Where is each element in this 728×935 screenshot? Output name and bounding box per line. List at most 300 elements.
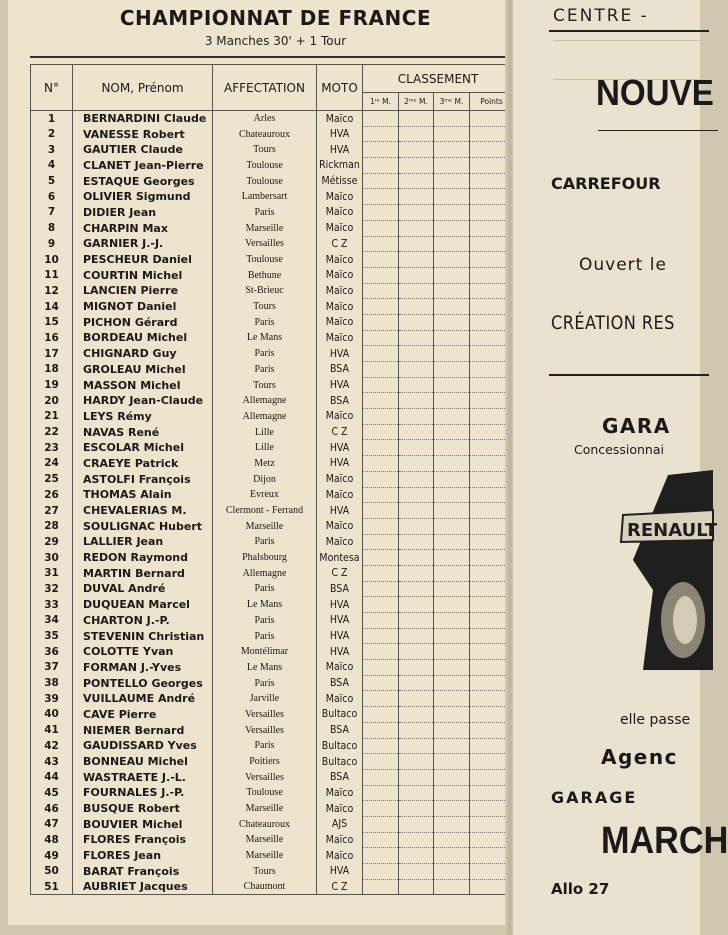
manche-3-cell [434,330,470,346]
table-row [31,126,514,142]
ouvert-text: Ouvert le [579,255,667,275]
manche-2-cell [399,738,434,754]
table-row [31,801,514,817]
rider-affectation: Lambersart [213,189,317,205]
manche-3-cell [434,111,470,127]
table-row [31,173,514,189]
rider-number: 34 [31,613,73,629]
rider-number: 40 [31,707,73,723]
rider-affectation: Lille [213,440,317,456]
manche-2-cell [399,487,434,503]
manche-3-cell [434,503,470,519]
rider-moto: HVA [317,644,363,660]
table-row [31,503,514,519]
rider-affectation: St-Brieuc [213,283,317,299]
entry-table [30,64,514,895]
manche-1-cell [363,409,399,425]
manche-1-cell [363,550,399,566]
manche-1-cell [363,487,399,503]
manche-2-cell [399,816,434,832]
rider-moto: HVA [317,126,363,142]
table-row [31,471,514,487]
rider-number: 48 [31,832,73,848]
manche-2-cell [399,801,434,817]
manche-1-cell [363,754,399,770]
manche-2-cell [399,691,434,707]
rider-number: 20 [31,393,73,409]
rider-number: 44 [31,769,73,785]
manche-2-cell [399,707,434,723]
manche-3-cell [434,424,470,440]
manche-1-cell [363,299,399,315]
rider-name: COURTIN Michel [73,267,213,283]
rider-number: 28 [31,518,73,534]
rider-number: 4 [31,158,73,174]
rider-number: 26 [31,487,73,503]
rider-moto: BSA [317,581,363,597]
rider-moto: HVA [317,628,363,644]
manche-1-cell [363,644,399,660]
rider-moto: HVA [317,864,363,880]
manche-1-cell [363,581,399,597]
manche-1-cell [363,440,399,456]
manche-2-cell [399,864,434,880]
rider-moto: BSA [317,393,363,409]
manche-2-cell [399,660,434,676]
rider-affectation: Jarville [213,691,317,707]
page-title: CHAMPIONNAT DE FRANCE [119,6,432,30]
rider-moto: Métisse [317,173,363,189]
rider-moto: C Z [317,236,363,252]
manche-1-cell [363,158,399,174]
rider-affectation: Marseille [213,848,317,864]
rider-name: VUILLAUME André [73,691,213,707]
manche-2-cell [399,111,434,127]
manche-3-cell [434,252,470,268]
col-header-name: NOM, Prénom [73,65,213,111]
manche-2-cell [399,456,434,472]
manche-1-cell [363,816,399,832]
table-row [31,393,514,409]
rider-number: 39 [31,691,73,707]
rider-name: GAUTIER Claude [73,142,213,158]
manche-3-cell [434,267,470,283]
carrefour-text: CARREFOUR [551,174,661,193]
rider-number: 8 [31,220,73,236]
concession-text: Concessionnai [574,442,664,457]
rider-name: DUQUEAN Marcel [73,597,213,613]
col-header-m3: 3ᵐᵉ M. [434,93,470,111]
manche-1-cell [363,848,399,864]
table-row [31,283,514,299]
col-header-affectation: AFFECTATION [213,65,317,111]
manche-3-cell [434,754,470,770]
rider-moto: Maïco [317,314,363,330]
rider-moto: Maïco [317,848,363,864]
manche-2-cell [399,377,434,393]
manche-3-cell [434,142,470,158]
rider-number: 32 [31,581,73,597]
rider-name: FLORES François [73,832,213,848]
table-row [31,299,514,315]
divider-rule-2 [549,374,709,376]
manche-1-cell [363,503,399,519]
rider-number: 17 [31,346,73,362]
rider-moto: HVA [317,597,363,613]
table-row [31,785,514,801]
manche-3-cell [434,550,470,566]
manche-2-cell [399,440,434,456]
table-row [31,205,514,221]
rider-number: 22 [31,424,73,440]
manche-2-cell [399,613,434,629]
rider-name: CHEVALERIAS M. [73,503,213,519]
rider-moto: Maïco [317,252,363,268]
rider-name: LEYS Rémy [73,409,213,425]
manche-3-cell [434,236,470,252]
table-row [31,142,514,158]
manche-3-cell [434,377,470,393]
rider-name: NAVAS René [73,424,213,440]
table-row [31,314,514,330]
manche-1-cell [363,283,399,299]
rider-number: 37 [31,660,73,676]
manche-2-cell [399,722,434,738]
rider-number: 14 [31,299,73,315]
manche-1-cell [363,801,399,817]
rider-name: PESCHEUR Daniel [73,252,213,268]
rider-name: BONNEAU Michel [73,754,213,770]
table-row [31,628,514,644]
rider-affectation: Marseille [213,220,317,236]
manche-3-cell [434,158,470,174]
manche-1-cell [363,267,399,283]
manche-3-cell [434,832,470,848]
rider-name: THOMAS Alain [73,487,213,503]
manche-3-cell [434,534,470,550]
rider-number: 18 [31,362,73,378]
rider-affectation: Tours [213,864,317,880]
manche-3-cell [434,220,470,236]
manche-3-cell [434,644,470,660]
manche-2-cell [399,158,434,174]
rider-affectation: Tours [213,299,317,315]
rider-affectation: Paris [213,205,317,221]
rider-name: PONTELLO Georges [73,675,213,691]
elle-passe-text: elle passe [620,712,691,728]
rider-affectation: Marseille [213,832,317,848]
manche-2-cell [399,754,434,770]
rider-number: 24 [31,456,73,472]
rider-number: 30 [31,550,73,566]
manche-2-cell [399,628,434,644]
rider-name: AUBRIET Jacques [73,879,213,895]
manche-1-cell [363,142,399,158]
table-row [31,722,514,738]
manche-2-cell [399,126,434,142]
rider-number: 36 [31,644,73,660]
rider-affectation: Marseille [213,518,317,534]
rider-moto: BSA [317,769,363,785]
rider-affectation: Toulouse [213,785,317,801]
rider-affectation: Le Mans [213,330,317,346]
manche-3-cell [434,393,470,409]
rider-moto: HVA [317,142,363,158]
nouveau-heading: NOUVE [596,72,714,113]
table-row [31,534,514,550]
manche-1-cell [363,628,399,644]
rider-affectation: Allemagne [213,565,317,581]
rider-moto: Maïco [317,691,363,707]
manche-3-cell [434,707,470,723]
manche-3-cell [434,471,470,487]
rider-affectation: Metz [213,456,317,472]
manche-3-cell [434,722,470,738]
table-row [31,518,514,534]
renault-label: RENAULT [627,520,717,541]
rider-moto: Bultaco [317,707,363,723]
manche-2-cell [399,252,434,268]
manche-2-cell [399,769,434,785]
rider-name: CHIGNARD Guy [73,346,213,362]
manche-3-cell [434,565,470,581]
manche-3-cell [434,456,470,472]
manche-3-cell [434,440,470,456]
manche-1-cell [363,769,399,785]
table-row [31,236,514,252]
manche-1-cell [363,738,399,754]
table-row [31,644,514,660]
rider-name: ESCOLAR Michel [73,440,213,456]
table-row [31,864,514,880]
table-row [31,597,514,613]
manche-2-cell [399,675,434,691]
manche-1-cell [363,424,399,440]
manche-3-cell [434,409,470,425]
rider-affectation: Versailles [213,707,317,723]
rider-number: 42 [31,738,73,754]
rider-name: BARAT François [73,864,213,880]
rider-affectation: Toulouse [213,158,317,174]
col-header-m1: 1ʳᵉ M. [363,93,399,111]
manche-2-cell [399,362,434,378]
rider-name: GARNIER J.-J. [73,236,213,252]
table-row [31,111,514,127]
manche-2-cell [399,518,434,534]
rider-affectation: Arles [213,111,317,127]
table-row [31,707,514,723]
table-row [31,189,514,205]
rider-affectation: Versailles [213,722,317,738]
rider-number: 12 [31,283,73,299]
manche-2-cell [399,550,434,566]
rider-moto: HVA [317,613,363,629]
table-row [31,252,514,268]
manche-1-cell [363,205,399,221]
manche-3-cell [434,848,470,864]
rider-affectation: Versailles [213,769,317,785]
table-row [31,691,514,707]
manche-2-cell [399,189,434,205]
table-row [31,660,514,676]
rider-name: FLORES Jean [73,848,213,864]
rider-affectation: Paris [213,738,317,754]
manche-1-cell [363,126,399,142]
manche-1-cell [363,189,399,205]
rider-name: BOUVIER Michel [73,816,213,832]
rider-number: 49 [31,848,73,864]
table-row [31,848,514,864]
manche-2-cell [399,236,434,252]
manche-2-cell [399,503,434,519]
rider-name: NIEMER Bernard [73,722,213,738]
rider-affectation: Allemagne [213,409,317,425]
rider-name: BERNARDINI Claude [73,111,213,127]
rider-affectation: Paris [213,675,317,691]
rider-moto: BSA [317,722,363,738]
table-row [31,738,514,754]
rider-moto: Maïco [317,534,363,550]
rider-name: CHARPIN Max [73,220,213,236]
rider-number: 16 [31,330,73,346]
rider-number: 43 [31,754,73,770]
manche-1-cell [363,173,399,189]
table-row [31,487,514,503]
manche-1-cell [363,330,399,346]
manche-3-cell [434,597,470,613]
manche-3-cell [434,362,470,378]
rider-name: FOURNALES J.-P. [73,785,213,801]
divider-rule [598,130,718,131]
manche-2-cell [399,220,434,236]
rider-number: 31 [31,565,73,581]
manche-3-cell [434,205,470,221]
manche-3-cell [434,628,470,644]
rider-number: 35 [31,628,73,644]
rider-name: MIGNOT Daniel [73,299,213,315]
table-row [31,565,514,581]
rider-affectation: Lille [213,424,317,440]
manche-1-cell [363,456,399,472]
rider-moto: Maïco [317,801,363,817]
rider-number: 50 [31,864,73,880]
rider-affectation: Evreux [213,487,317,503]
rider-name: CAVE Pierre [73,707,213,723]
rider-name: DIDIER Jean [73,205,213,221]
rider-affectation: Poitiers [213,754,317,770]
manche-1-cell [363,613,399,629]
rider-number: 1 [31,111,73,127]
rider-moto: Maïco [317,330,363,346]
rider-number: 38 [31,675,73,691]
rider-moto: BSA [317,675,363,691]
manche-1-cell [363,660,399,676]
rider-moto: Maïco [317,299,363,315]
rider-affectation: Bethune [213,267,317,283]
rider-affectation: Clermont - Ferrand [213,503,317,519]
manche-3-cell [434,518,470,534]
manche-1-cell [363,362,399,378]
page-subtitle: 3 Manches 30' + 1 Tour [204,34,347,48]
manche-3-cell [434,738,470,754]
manche-2-cell [399,565,434,581]
rider-name: STEVENIN Christian [73,628,213,644]
entry-rows [31,111,514,895]
rider-moto: Maïco [317,785,363,801]
rider-moto: BSA [317,362,363,378]
col-header-classement: CLASSEMENT [363,65,514,93]
rider-number: 5 [31,173,73,189]
agence-heading: Agenc [601,745,678,769]
manche-1-cell [363,220,399,236]
col-header-moto: MOTO [317,65,363,111]
manche-2-cell [399,142,434,158]
rider-name: SOULIGNAC Hubert [73,518,213,534]
rider-moto: Maïco [317,205,363,221]
manche-1-cell [363,111,399,127]
manche-3-cell [434,879,470,895]
manche-3-cell [434,173,470,189]
rider-moto: C Z [317,424,363,440]
rider-number: 27 [31,503,73,519]
rider-name: ASTOLFI François [73,471,213,487]
manche-2-cell [399,879,434,895]
renault-car-illustration [613,470,717,670]
manche-2-cell [399,785,434,801]
manche-2-cell [399,299,434,315]
rider-affectation: Chaumont [213,879,317,895]
rider-number: 25 [31,471,73,487]
manche-1-cell [363,393,399,409]
rider-affectation: Dijon [213,471,317,487]
rider-moto: C Z [317,879,363,895]
table-row [31,362,514,378]
manche-3-cell [434,581,470,597]
rider-name: VANESSE Robert [73,126,213,142]
manche-3-cell [434,801,470,817]
table-row [31,330,514,346]
rider-affectation: Marseille [213,801,317,817]
rider-moto: HVA [317,456,363,472]
manche-2-cell [399,848,434,864]
manche-3-cell [434,785,470,801]
garage-label: GARAGE [551,788,638,807]
rider-moto: Maïco [317,518,363,534]
table-row [31,440,514,456]
rider-affectation: Versailles [213,236,317,252]
rider-moto: C Z [317,565,363,581]
rider-name: BORDEAU Michel [73,330,213,346]
rider-moto: AJS [317,816,363,832]
manche-3-cell [434,769,470,785]
title-rule [30,56,513,58]
rider-name: CRAEYE Patrick [73,456,213,472]
rider-moto: Maïco [317,189,363,205]
manche-3-cell [434,816,470,832]
left-page [8,0,513,925]
table-row [31,346,514,362]
rider-affectation: Paris [213,581,317,597]
manche-2-cell [399,267,434,283]
col-header-m2: 2ᵐᵉ M. [399,93,434,111]
rider-name: CHARTON J.-P. [73,613,213,629]
manche-1-cell [363,707,399,723]
rider-affectation: Paris [213,534,317,550]
manche-1-cell [363,471,399,487]
table-row [31,754,514,770]
table-row [31,675,514,691]
manche-3-cell [434,126,470,142]
